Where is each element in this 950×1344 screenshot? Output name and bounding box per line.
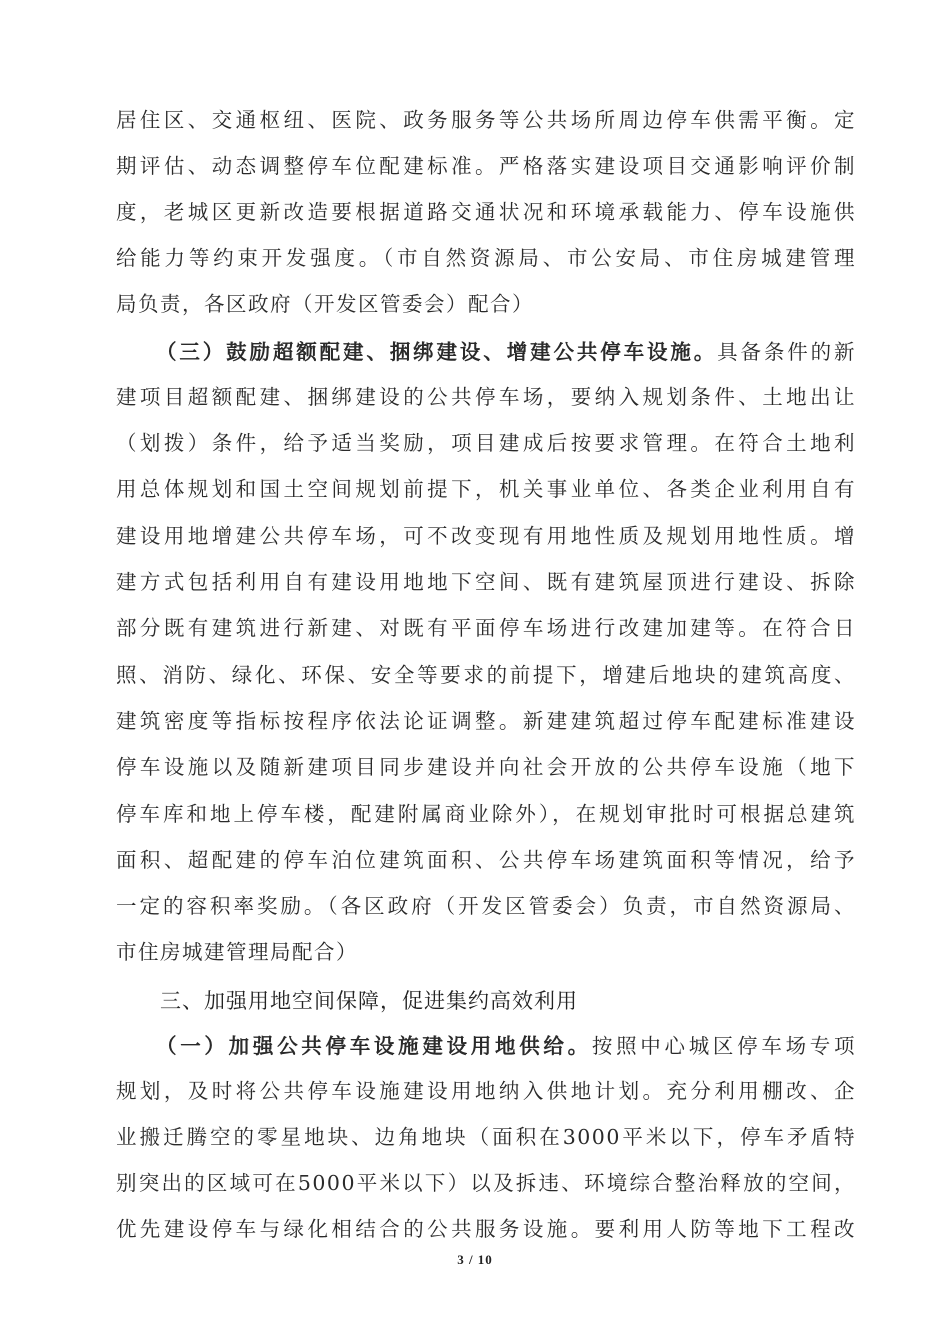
text-line: 停车设施以及随新建项目同步建设并向社会开放的公共停车设施（地下 <box>116 755 856 779</box>
text-line: 优先建设停车与绿化相结合的公共服务设施。要利用人防等地下工程改 <box>116 1217 856 1241</box>
text-line: 照、消防、绿化、环保、安全等要求的前提下，增建后地块的建筑高度、 <box>116 663 856 687</box>
text-line: 面积、超配建的停车泊位建筑面积、公共停车场建筑面积等情况，给予 <box>116 848 856 872</box>
text-line: 一定的容积率奖励。（各区政府（开发区管委会）负责，市自然资源局、 <box>116 894 856 918</box>
text-line: 规划，及时将公共停车设施建设用地纳入供地计划。充分利用棚改、企 <box>116 1079 856 1103</box>
paragraph-first-line <box>156 332 856 372</box>
text-line: 度，老城区更新改造要根据道路交通状况和环境承载能力、停车设施供 <box>116 200 856 224</box>
text-line: （划拨）条件，给予适当奖励，项目建成后按要求管理。在符合土地利 <box>116 431 856 455</box>
paragraph-lead: （一）加强公共停车设施建设用地供给。 <box>156 1034 592 1058</box>
text-line: 居住区、交通枢纽、医院、政务服务等公共场所周边停车供需平衡。定 <box>116 108 856 132</box>
text-line: 建项目超额配建、捆绑建设的公共停车场，要纳入规划条件、土地出让 <box>116 385 856 409</box>
text-line: 市住房城建管理局配合） <box>116 940 358 964</box>
text-line: 停车库和地上停车楼，配建附属商业除外），在规划审批时可根据总建筑 <box>116 802 856 826</box>
text-line: 业搬迁腾空的零星地块、边角地块（面积在3000平米以下，停车矛盾特 <box>116 1125 856 1149</box>
section-heading: 三、加强用地空间保障，促进集约高效利用 <box>160 989 578 1013</box>
text-line: 建筑密度等指标按程序依法论证调整。新建建筑超过停车配建标准建设 <box>116 709 856 733</box>
text-line: 建方式包括利用自有建设用地地下空间、既有建筑屋顶进行建设、拆除 <box>116 570 856 594</box>
paragraph-lead: （三）鼓励超额配建、捆绑建设、增建公共停车设施。 <box>156 340 718 364</box>
text-line: 给能力等约束开发强度。（市自然资源局、市公安局、市住房城建管理 <box>116 246 856 270</box>
paragraph-text: 具备条件的新 <box>717 340 856 364</box>
page-number: 3 / 10 <box>457 1252 493 1267</box>
text-line: 建设用地增建公共停车场，可不改变现有用地性质及规划用地性质。增 <box>116 524 856 548</box>
paragraph-first-line <box>156 1026 856 1066</box>
text-line: 用总体规划和国土空间规划前提下，机关事业单位、各类企业利用自有 <box>116 477 856 501</box>
text-line: 部分既有建筑进行新建、对既有平面停车场进行改建加建等。在符合日 <box>116 616 856 640</box>
text-line: 别突出的区域可在5000平米以下）以及拆违、环境综合整治释放的空间， <box>116 1171 856 1195</box>
text-line: 局负责，各区政府（开发区管委会）配合） <box>116 292 534 316</box>
paragraph-text: 按照中心城区停车场专项 <box>591 1034 856 1058</box>
text-line: 期评估、动态调整停车位配建标准。严格落实建设项目交通影响评价制 <box>116 154 856 178</box>
